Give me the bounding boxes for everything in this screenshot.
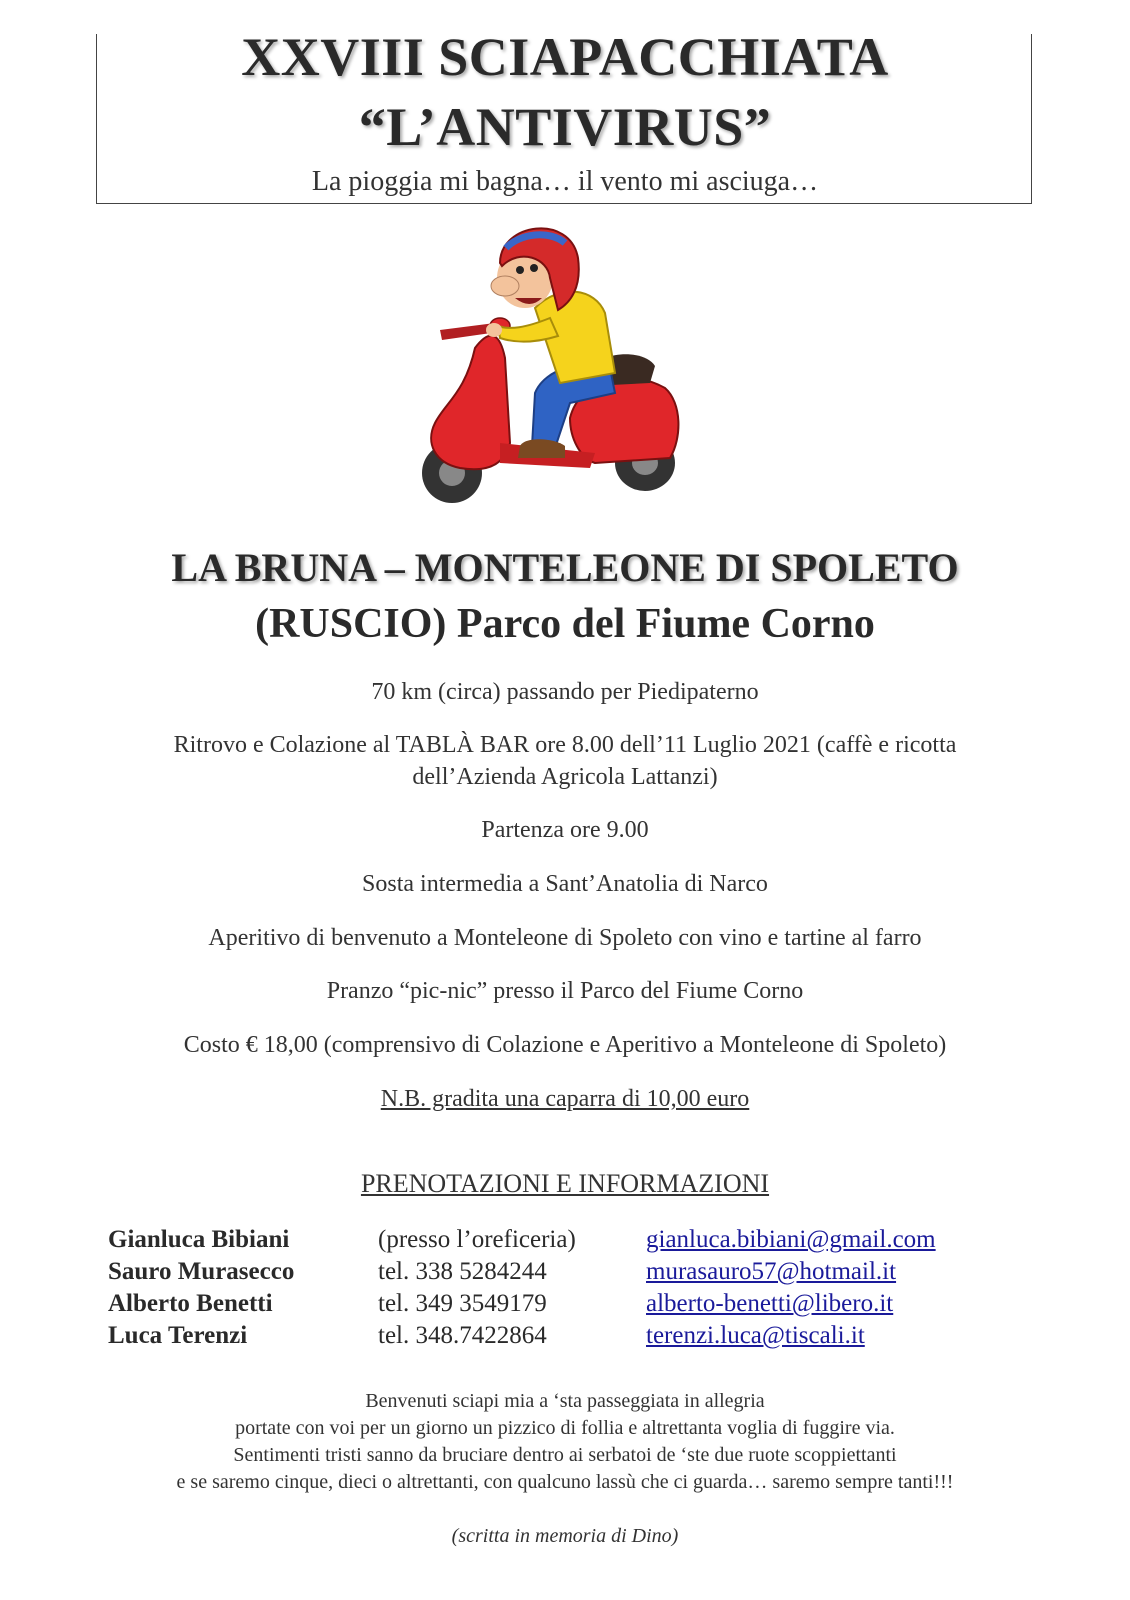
poem — [0, 1388, 1130, 1496]
deposit-note: N.B. gradita una caparra di 10,00 euro — [380, 1086, 750, 1112]
contact-name: Sauro Murasecco — [108, 1258, 295, 1285]
contact-row — [108, 1226, 1008, 1258]
event-motto: La pioggia mi bagna… il vento mi asciuga… — [311, 166, 819, 197]
aperitivo-text: Aperitivo di benvenuto a Monteleone di Spoleto con vino e tartine al farro — [208, 925, 922, 951]
contact-email-link[interactable]: terenzi.luca@tiscali.it — [646, 1322, 865, 1349]
contact-email-link[interactable]: alberto-benetti@libero.it — [646, 1290, 894, 1317]
contact-row — [108, 1322, 1008, 1354]
poem-line: portate con voi per un giorno un pizzico di follia e altrettanta voglia di fuggire via. — [235, 1417, 895, 1439]
contact-info: tel. 348.7422864 — [378, 1322, 547, 1349]
lunch-text: Pranzo “pic-nic” presso il Parco del Fiume Corno — [326, 978, 804, 1004]
contact-email-link[interactable]: murasauro57@hotmail.it — [646, 1258, 897, 1285]
event-subtitle: “L’ANTIVIRUS” — [358, 97, 772, 157]
poem-line: e se saremo cinque, dieci o altrettanti, con qualcuno lassù che ci guarda… saremo sempre tanti!!! — [176, 1471, 954, 1493]
contacts-heading: PRENOTAZIONI E INFORMAZIONI — [360, 1169, 770, 1198]
location-title: LA BRUNA – MONTELEONE DI SPOLETO — [171, 545, 959, 590]
event-title: XXVIII SCIAPACCHIATA — [241, 27, 889, 87]
cost-text: Costo € 18,00 (comprensivo di Colazione e Aperitivo a Monteleone di Spoleto) — [183, 1032, 947, 1058]
meeting-text-line1: Ritrovo e Colazione al TABLÀ BAR ore 8.00 dell’11 Luglio 2021 (caffè e ricotta — [173, 732, 957, 758]
contact-name: Luca Terenzi — [108, 1322, 248, 1349]
poem-line: Sentimenti tristi sanno da bruciare dentro ai serbatoi de ‘ste due ruote scoppiettanti — [233, 1444, 897, 1466]
poem-line: Benvenuti sciapi mia a ‘sta passeggiata in allegria — [365, 1390, 765, 1412]
contact-name: Alberto Benetti — [108, 1290, 273, 1317]
stop-text: Sosta intermedia a Sant’Anatolia di Narco — [362, 871, 768, 897]
location-subtitle: (RUSCIO) Parco del Fiume Corno — [255, 601, 875, 647]
scooter-rider-illustration — [420, 218, 690, 518]
contact-email-link[interactable]: gianluca.bibiani@gmail.com — [646, 1226, 936, 1253]
contact-row — [108, 1290, 1008, 1322]
departure-text: Partenza ore 9.00 — [481, 817, 649, 843]
meeting-text-line2: dell’Azienda Agricola Lattanzi) — [412, 764, 718, 790]
distance-text: 70 km (circa) passando per Piedipaterno — [371, 679, 759, 705]
contact-info: tel. 349 3549179 — [378, 1290, 547, 1317]
contact-info: tel. 338 5284244 — [378, 1258, 547, 1285]
contact-info: (presso l’oreficeria) — [378, 1226, 576, 1253]
dedication: (scritta in memoria di Dino) — [451, 1525, 679, 1547]
contact-row — [108, 1258, 1008, 1290]
contact-name: Gianluca Bibiani — [108, 1226, 290, 1253]
contacts-list — [108, 1226, 1008, 1354]
